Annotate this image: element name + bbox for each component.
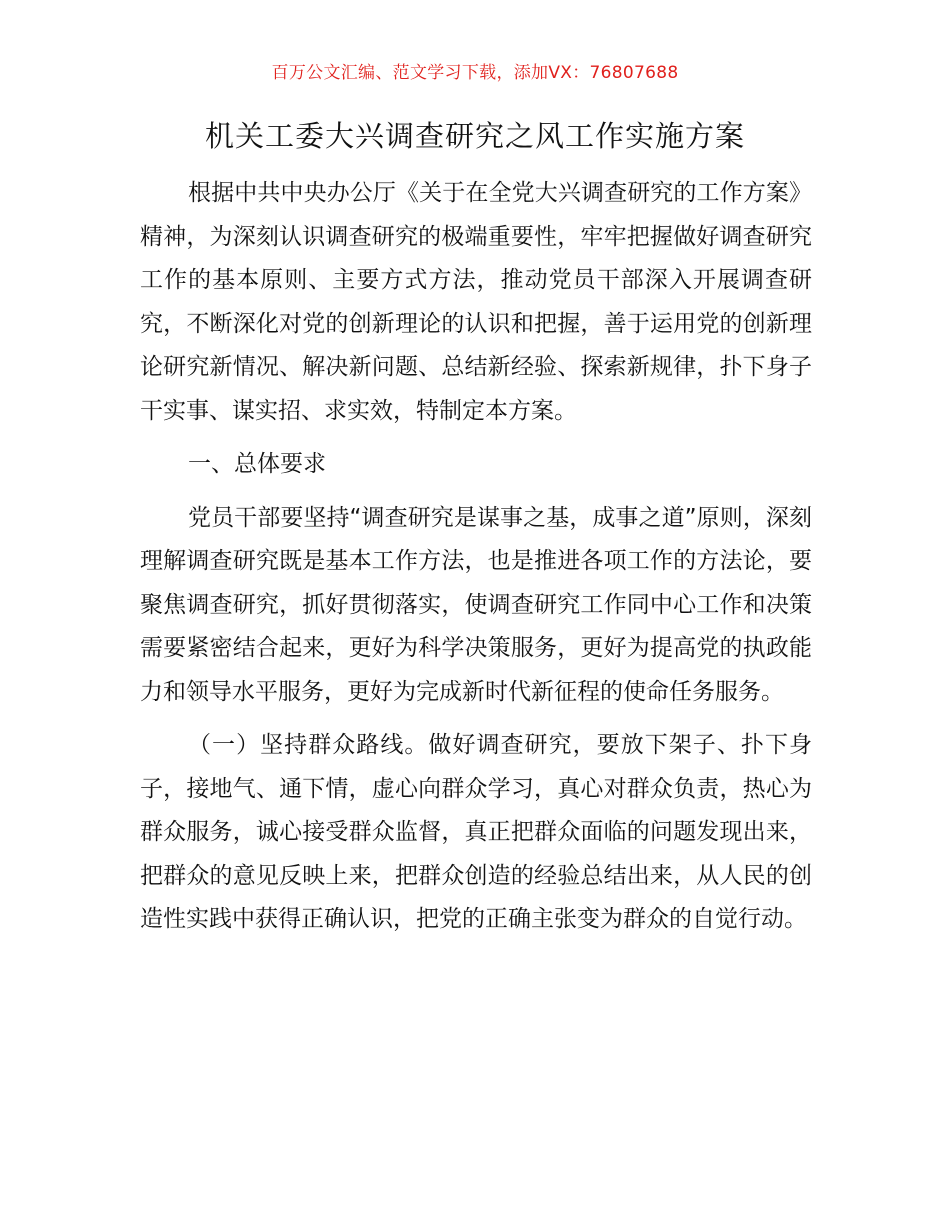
document-title: 机关工委大兴调查研究之风工作实施方案 — [204, 119, 745, 153]
mass-line-paragraph: （一）坚持群众路线。做好调查研究，要放下架子、扑下身子，接地气、通下情，虚心向群众学习，真心对群众负责，热心为群众服务，诚心接受群众监督，真正把群众面临的问题发现出来，把群众的意见反映上来，把群众创造的经验总结出来，从人民的创造性实践中获得正确认识，把党的正确主张变为群众的自觉行动。 — [140, 732, 812, 932]
intro-paragraph: 根据中共中央办公厅《关于在全党大兴调查研究的工作方案》精神，为深刻认识调查研究的极端重要性，牢牢把握做好调查研究工作的基本原则、主要方式方法，推动党员干部深入开展调查研究，不断深化对党的创新理论的认识和把握，善于运用党的创新理论研究新情况、解决新问题、总结新经验、探索新规律，扑下身子干实事、谋实招、求实效，特制定本方案。 — [140, 180, 812, 424]
header-watermark-note: 百万公文汇编、范文学习下载，添加VX：76807688 — [271, 63, 679, 83]
general-requirements-paragraph: 党员干部要坚持“调查研究是谋事之基，成事之道”原则，深刻理解调查研究既是基本工作方法，也是推进各项工作的方法论，要聚焦调查研究，抓好贯彻落实，使调查研究工作同中心工作和决策需要紧密结合起来，更好为科学决策服务，更好为提高党的执政能力和领导水平服务，更好为完成新时代新征程的使命任务服务。 — [140, 504, 812, 705]
document-body — [140, 172, 812, 952]
section-heading-general-requirements: 一、总体要求 — [188, 451, 326, 477]
